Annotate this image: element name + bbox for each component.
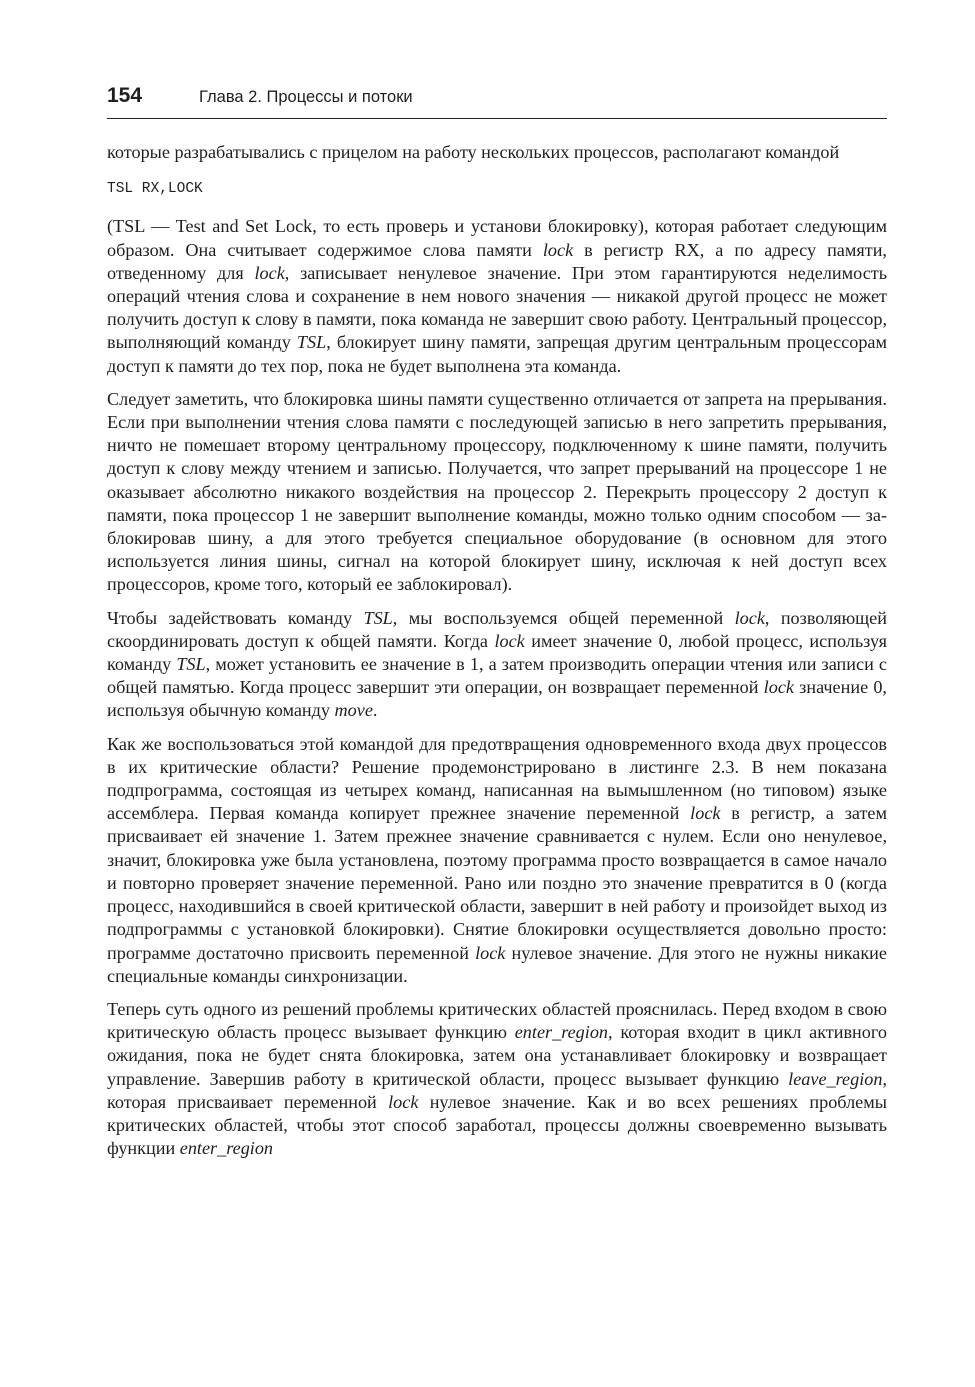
- book-page: [107, 84, 887, 1170]
- text-run: значение 0, используя обычную команду: [107, 677, 887, 721]
- header-rule: [107, 118, 887, 119]
- text-run: которые разрабатывались с прицелом на работу нескольких процессов, располагают командой: [107, 142, 840, 162]
- text-run: Чтобы задействовать команду: [107, 607, 364, 628]
- page-number: 154: [107, 84, 143, 107]
- italic-term: move: [334, 700, 373, 721]
- text-run: , которая входит в цикл активного ожидания, пока не будет снята блокировка, затем она устанавливает блокировку и возвращает управление. Завершив работу в критической области, процесс вызывает функцию: [107, 1022, 887, 1089]
- text-run: Следует заметить, что блокировка шины памяти существенно отличается от запрета на прерывания. Если при выполнении чтения слова памяти с последующей записью в него запретить прерывания, ничто не помешает второму центральному процессору, подключенному к шине памяти, получить доступ к слову между чтением и записью. Получается, что запрет прерываний на процессоре 1 не оказывает абсолютно никакого воздействия на процессор 2. Перекрыть процессору 2 доступ к памяти, пока процессор 1 не завершит выполнение команды, можно только одним способом — заблокировав шину, а для этого требуется специальное оборудование (в основном для этого используется линия шины, сигнал на которой блокирует шину, исключая к ней доступ всех процессоров, кроме того, который ее заблокировал).: [107, 388, 887, 595]
- italic-term: lock: [254, 262, 285, 283]
- italic-term: lock: [475, 942, 506, 963]
- text-run: имеет значение 0, любой процесс, используя команду: [107, 630, 887, 675]
- text-run: (TSL — Test and Set Lock, то есть проверь и установи блокировку), которая работает следующим образом. Она считывает содержимое слова памяти: [107, 216, 887, 260]
- italic-term: lock: [690, 803, 721, 824]
- chapter-title: Глава 2. Процессы и потоки: [199, 88, 413, 106]
- italic-term: lock: [388, 1091, 419, 1112]
- text-run: в регистр, а затем присваивает ей значение 1. Затем прежнее значение сравнивается с нулем. Если оно ненулевое, значит, блокировка уже была установлена, поэтому программа просто возвращается в самое начало и повторно проверяет значение переменной. Рано или поздно это значение превратится в 0 (когда процесс, находившийся в своей критической области, завершит в ней работу и произойдет выход из подпрограммы с установкой блокировки). Снятие блокировки осуществляется довольно просто: программе достаточно присвоить переменной: [107, 803, 888, 963]
- italic-term: lock: [763, 677, 794, 698]
- text-run: TSL RX,LOCK: [107, 181, 203, 198]
- text-run: Теперь суть одного из решений проблемы критических областей прояснилась. Перед входом в свою критическую область процесс вызывает функцию: [107, 998, 887, 1043]
- paragraph: [107, 733, 887, 988]
- text-run: , может установить ее значение в 1, а затем производить операции чтения или записи с общей памятью. Когда процесс завершит эти операции, он возвращает переменной: [107, 654, 887, 698]
- text-run: в регистр RX, а по адресу памяти, отведенному для: [107, 239, 887, 283]
- italic-term: enter_region: [179, 1138, 274, 1159]
- text-run: .: [372, 700, 378, 721]
- page-header: [107, 84, 887, 114]
- text-run: , блокирует шину памяти, запрещая другим центральным процессорам доступ к памяти до тех пор, пока не будет выполнена эта команда.: [107, 332, 888, 376]
- paragraph: [107, 141, 887, 164]
- text-run: , мы воспользуемся общей переменной: [392, 607, 735, 628]
- italic-term: TSL: [296, 332, 327, 353]
- text-run: , записывает ненулевое значение. При этом гарантируются неделимость операций чтения слова и сохранение в нем нового значения — никакой другой процесс не может получить доступ к слову в памяти, пока команда не завершит свою работу. Центральный процессор, выполняющий команду: [107, 262, 888, 353]
- paragraph: [107, 215, 887, 377]
- italic-term: lock: [734, 607, 765, 628]
- italic-term: leave_region: [788, 1068, 883, 1089]
- italic-term: TSL: [363, 607, 393, 628]
- paragraph: [107, 998, 887, 1160]
- paragraph: [107, 388, 887, 597]
- italic-term: TSL: [176, 654, 206, 675]
- italic-term: lock: [542, 239, 574, 260]
- text-run: нулевое значение. Как и во всех решениях проблемы критических областей, чтобы этот способ заработал, процессы должны своевременно вызывать функции: [107, 1091, 887, 1159]
- italic-term: enter_region: [514, 1022, 609, 1043]
- text-run: нулевое значение. Для этого не нужны никакие специальные команды синхронизации.: [107, 942, 887, 986]
- text-run: , позволяющей скоординировать доступ к общей памяти. Когда: [107, 607, 887, 651]
- text-run: Как же воспользоваться этой командой для предотвращения одновременного входа двух процессов в их критические области? Решение продемонстрировано в листинге 2.3. В нем показана подпрограмма, состоящая из четырех команд, написанная на вымышленном (но типовом) языке ассемблера. Первая команда копирует прежнее значение переменной: [107, 733, 887, 824]
- code-line: [107, 178, 887, 201]
- paragraph: [107, 607, 887, 723]
- italic-term: lock: [494, 630, 525, 651]
- page-body: [107, 141, 887, 1160]
- text-run: , которая присваивает переменной: [107, 1068, 887, 1112]
